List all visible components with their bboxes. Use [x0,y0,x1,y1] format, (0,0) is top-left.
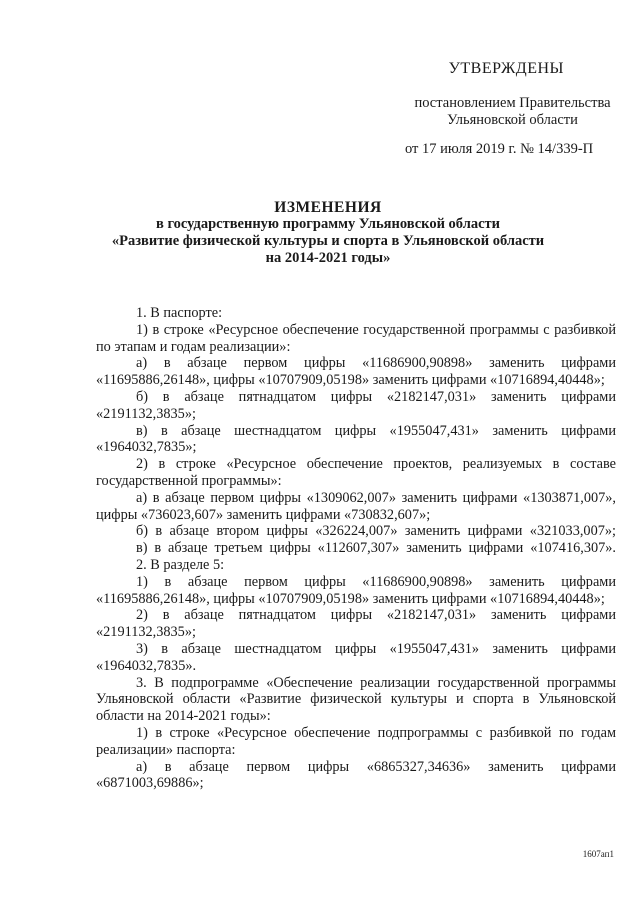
paragraph: 1) в абзаце первом цифры «11686900,90898» заменить цифрами «11695886,26148», цифры «10707909,05198» заменить цифрами «10716894,40448»; [96,573,616,607]
document-body [96,305,616,792]
approved-by [410,95,615,129]
document-title [98,199,558,267]
title-line2: в государственную программу Ульяновской области [155,216,500,232]
approved-by-line2: Ульяновской области [447,112,578,128]
paragraph: 3) в абзаце шестнадцатом цифры «1955047,431» заменить цифрами «1964032,7835». [96,640,616,674]
paragraph: б) в абзаце пятнадцатом цифры «2182147,031» заменить цифрами «2191132,3835»; [96,388,616,422]
paragraph: б) в абзаце втором цифры «326224,007» заменить цифрами «321033,007»; [136,523,616,540]
paragraph: в) в абзаце шестнадцатом цифры «1955047,431» заменить цифрами «1964032,7835»; [96,422,616,456]
paragraph: 1. В паспорте: [136,305,223,321]
paragraph: в) в абзаце третьем цифры «112607,307» заменить цифрами «107416,307». [136,540,616,557]
paragraph: 1) в строке «Ресурсное обеспечение государственной программы с разбивкой по этапам и годам реализации»: [96,321,616,355]
approved-heading: УТВЕРЖДЕНЫ [448,60,564,77]
title-line1: ИЗМЕНЕНИЯ [274,199,382,216]
document-id: 1607ап1 [582,849,614,859]
approval-date-number: от 17 июля 2019 г. № 14/339-П [405,141,594,157]
paragraph: 3. В подпрограмме «Обеспечение реализации государственной программы Ульяновской области «Развитие физической культуры и спорта в Ульяновской области на 2014-2021 годы»: [96,674,616,725]
title-line4: на 2014-2021 годы» [265,250,391,266]
paragraph: а) в абзаце первом цифры «11686900,90898» заменить цифрами «11695886,26148», цифры «10707909,05198» заменить цифрами «10716894,40448»; [96,355,616,389]
title-line3: «Развитие физической культуры и спорта в Ульяновской области [111,233,545,249]
paragraph: 2. В разделе 5: [136,556,225,573]
paragraph: 2) в строке «Ресурсное обеспечение проектов, реализуемых в составе государственной программы»: [96,456,616,489]
paragraph: 2) в абзаце пятнадцатом цифры «2182147,031» заменить цифрами «2191132,3835»; [96,607,616,641]
paragraph: а) в абзаце первом цифры «1309062,007» заменить цифрами «1303871,007», цифры «736023,607» заменить цифрами «730832,607»; [96,489,616,523]
paragraph: 1) в строке «Ресурсное обеспечение подпрограммы с разбивкой по годам реализации» паспорта: [96,724,616,758]
approved-by-line1: постановлением Правительства [414,95,611,111]
paragraph: а) в абзаце первом цифры «6865327,34636» заменить цифрами «6871003,69886»; [96,758,616,792]
